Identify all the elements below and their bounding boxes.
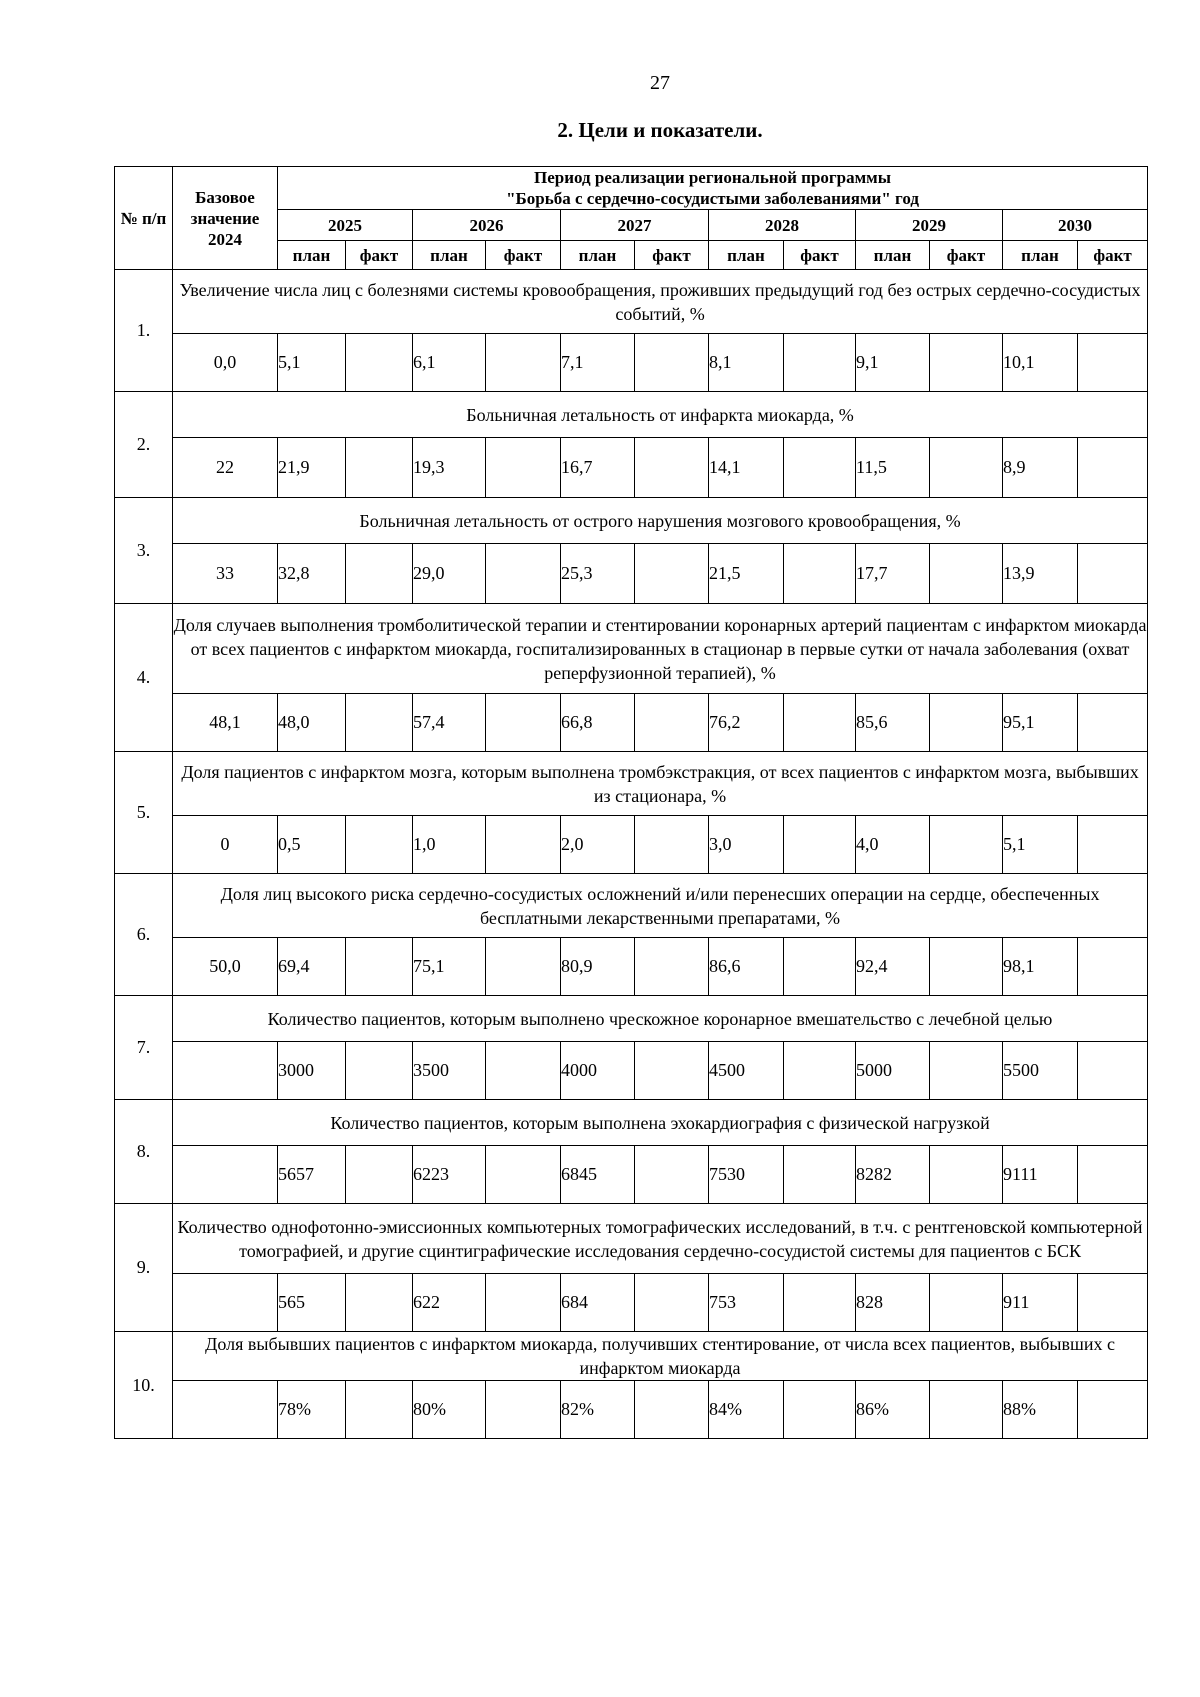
plan-value: 684 — [561, 1274, 635, 1332]
fact-value — [930, 1274, 1003, 1332]
section-title: 2. Цели и показатели. — [557, 118, 763, 142]
plan-value: 86% — [856, 1381, 930, 1439]
indicator-row — [115, 498, 1148, 544]
fact-value — [635, 694, 709, 752]
fact-value — [784, 1381, 856, 1439]
fact-value — [930, 334, 1003, 392]
fact-value — [1078, 938, 1148, 996]
values-row — [115, 1381, 1148, 1439]
fact-value — [346, 438, 413, 498]
fact-value — [784, 438, 856, 498]
plan-value: 21,5 — [709, 544, 784, 604]
fact-value — [346, 1381, 413, 1439]
header-fact: факт — [635, 241, 709, 270]
fact-value — [486, 1381, 561, 1439]
fact-value — [784, 544, 856, 604]
fact-value — [1078, 334, 1148, 392]
fact-value — [930, 438, 1003, 498]
header-period — [278, 167, 1148, 210]
fact-value — [635, 438, 709, 498]
fact-value — [346, 938, 413, 996]
fact-value — [784, 1042, 856, 1100]
row-number: 8. — [115, 1100, 173, 1204]
header-plan: план — [1003, 241, 1078, 270]
plan-value: 29,0 — [413, 544, 486, 604]
plan-value: 95,1 — [1003, 694, 1078, 752]
goals-table — [114, 166, 1148, 1439]
header-fact: факт — [1078, 241, 1148, 270]
plan-value: 14,1 — [709, 438, 784, 498]
plan-value: 16,7 — [561, 438, 635, 498]
plan-value: 92,4 — [856, 938, 930, 996]
base-value: 48,1 — [173, 694, 278, 752]
indicator-row — [115, 604, 1148, 694]
header-fact: факт — [930, 241, 1003, 270]
indicator-row — [115, 1100, 1148, 1146]
plan-value: 17,7 — [856, 544, 930, 604]
values-row — [115, 694, 1148, 752]
plan-value: 78% — [278, 1381, 346, 1439]
indicator-row — [115, 270, 1148, 334]
indicator-row — [115, 996, 1148, 1042]
page-number: 27 — [650, 72, 670, 94]
plan-value: 9111 — [1003, 1146, 1078, 1204]
fact-value — [784, 938, 856, 996]
indicator-name: Доля выбывших пациентов с инфарктом миокарда, получивших стентирование, от числа всех пациентов, выбывших с инфарктом миокарда — [173, 1332, 1148, 1381]
row-number: 1. — [115, 270, 173, 392]
fact-value — [486, 438, 561, 498]
fact-value — [486, 938, 561, 996]
fact-value — [1078, 1274, 1148, 1332]
header-year: 2029 — [856, 210, 1003, 241]
header-plan: план — [856, 241, 930, 270]
plan-value: 82% — [561, 1381, 635, 1439]
row-number: 3. — [115, 498, 173, 604]
fact-value — [346, 334, 413, 392]
fact-value — [784, 334, 856, 392]
indicator-name: Доля случаев выполнения тромболитической терапии и стентировании коронарных артерий пациентам с инфарктом миокарда от всех пациентов с инфарктом миокарда, госпитализированных в стационар в первые сутки от начала заболевания (охват реперфузионной терапией), % — [173, 604, 1148, 694]
base-value: 0,0 — [173, 334, 278, 392]
plan-value: 0,5 — [278, 816, 346, 874]
indicator-name: Количество пациентов, которым выполнена эхокардиография с физической нагрузкой — [173, 1100, 1148, 1146]
header-period-line1: Период реализации региональной программы — [534, 168, 892, 187]
fact-value — [635, 334, 709, 392]
fact-value — [486, 334, 561, 392]
plan-value: 25,3 — [561, 544, 635, 604]
indicator-row — [115, 874, 1148, 938]
plan-value: 565 — [278, 1274, 346, 1332]
plan-value: 2,0 — [561, 816, 635, 874]
plan-value: 69,4 — [278, 938, 346, 996]
plan-value: 57,4 — [413, 694, 486, 752]
fact-value — [635, 1146, 709, 1204]
plan-value: 76,2 — [709, 694, 784, 752]
base-value — [173, 1274, 278, 1332]
header-plan: план — [561, 241, 635, 270]
plan-value: 622 — [413, 1274, 486, 1332]
header-year: 2025 — [278, 210, 413, 241]
plan-value: 5000 — [856, 1042, 930, 1100]
plan-value: 3500 — [413, 1042, 486, 1100]
fact-value — [635, 1274, 709, 1332]
plan-value: 86,6 — [709, 938, 784, 996]
fact-value — [635, 1381, 709, 1439]
plan-value: 6845 — [561, 1146, 635, 1204]
values-row — [115, 544, 1148, 604]
fact-value — [930, 694, 1003, 752]
fact-value — [635, 544, 709, 604]
fact-value — [346, 1146, 413, 1204]
fact-value — [930, 544, 1003, 604]
indicator-row — [115, 752, 1148, 816]
indicator-name: Количество пациентов, которым выполнено чрескожное коронарное вмешательство с лечебной целью — [173, 996, 1148, 1042]
indicator-name: Доля пациентов с инфарктом мозга, которым выполнена тромбэкстракция, от всех пациентов с инфарктом мозга, выбывших из стационара, % — [173, 752, 1148, 816]
header-plan: план — [278, 241, 346, 270]
fact-value — [346, 544, 413, 604]
fact-value — [930, 816, 1003, 874]
header-year: 2026 — [413, 210, 561, 241]
header-period-line2: "Борьба с сердечно-сосудистыми заболеваниями" год — [506, 189, 919, 208]
indicator-name: Доля лиц высокого риска сердечно-сосудистых осложнений и/или перенесших операции на сердце, обеспеченных бесплатными лекарственными препаратами, % — [173, 874, 1148, 938]
header-year: 2028 — [709, 210, 856, 241]
plan-value: 3000 — [278, 1042, 346, 1100]
row-number: 10. — [115, 1332, 173, 1439]
plan-value: 85,6 — [856, 694, 930, 752]
fact-value — [1078, 1146, 1148, 1204]
row-number: 5. — [115, 752, 173, 874]
fact-value — [486, 544, 561, 604]
indicator-name: Увеличение числа лиц с болезнями системы кровообращения, проживших предыдущий год без острых сердечно-сосудистых событий, % — [173, 270, 1148, 334]
fact-value — [635, 816, 709, 874]
base-value — [173, 1042, 278, 1100]
fact-value — [346, 816, 413, 874]
indicator-row — [115, 1204, 1148, 1274]
plan-value: 6,1 — [413, 334, 486, 392]
base-value — [173, 1146, 278, 1204]
plan-value: 19,3 — [413, 438, 486, 498]
fact-value — [784, 816, 856, 874]
plan-value: 75,1 — [413, 938, 486, 996]
base-value: 22 — [173, 438, 278, 498]
header-base: Базовое значение 2024 — [173, 167, 278, 270]
plan-value: 32,8 — [278, 544, 346, 604]
plan-value: 11,5 — [856, 438, 930, 498]
plan-value: 48,0 — [278, 694, 346, 752]
fact-value — [930, 1381, 1003, 1439]
plan-value: 80% — [413, 1381, 486, 1439]
base-value — [173, 1381, 278, 1439]
values-row — [115, 1146, 1148, 1204]
base-value: 50,0 — [173, 938, 278, 996]
plan-value: 6223 — [413, 1146, 486, 1204]
header-fact: факт — [346, 241, 413, 270]
indicator-row — [115, 1332, 1148, 1381]
indicator-name: Больничная летальность от инфаркта миокарда, % — [173, 392, 1148, 438]
plan-value: 13,9 — [1003, 544, 1078, 604]
plan-value: 10,1 — [1003, 334, 1078, 392]
plan-value: 5657 — [278, 1146, 346, 1204]
header-num: № п/п — [115, 167, 173, 270]
fact-value — [486, 816, 561, 874]
plan-value: 98,1 — [1003, 938, 1078, 996]
fact-value — [346, 694, 413, 752]
base-value: 0 — [173, 816, 278, 874]
row-number: 7. — [115, 996, 173, 1100]
plan-value: 5,1 — [1003, 816, 1078, 874]
fact-value — [784, 1146, 856, 1204]
header-plan: план — [709, 241, 784, 270]
header-year: 2027 — [561, 210, 709, 241]
plan-value: 3,0 — [709, 816, 784, 874]
values-row — [115, 816, 1148, 874]
fact-value — [486, 1274, 561, 1332]
plan-value: 8282 — [856, 1146, 930, 1204]
plan-value: 21,9 — [278, 438, 346, 498]
indicator-name: Больничная летальность от острого нарушения мозгового кровообращения, % — [173, 498, 1148, 544]
plan-value: 4000 — [561, 1042, 635, 1100]
fact-value — [930, 1146, 1003, 1204]
fact-value — [1078, 694, 1148, 752]
fact-value — [486, 1146, 561, 1204]
fact-value — [346, 1274, 413, 1332]
plan-value: 4,0 — [856, 816, 930, 874]
fact-value — [930, 1042, 1003, 1100]
fact-value — [486, 694, 561, 752]
fact-value — [1078, 1381, 1148, 1439]
plan-value: 5,1 — [278, 334, 346, 392]
plan-value: 88% — [1003, 1381, 1078, 1439]
header-fact: факт — [486, 241, 561, 270]
plan-value: 5500 — [1003, 1042, 1078, 1100]
plan-value: 66,8 — [561, 694, 635, 752]
plan-value: 753 — [709, 1274, 784, 1332]
plan-value: 8,9 — [1003, 438, 1078, 498]
header-plan: план — [413, 241, 486, 270]
plan-value: 1,0 — [413, 816, 486, 874]
plan-value: 9,1 — [856, 334, 930, 392]
values-row — [115, 938, 1148, 996]
fact-value — [1078, 544, 1148, 604]
plan-value: 84% — [709, 1381, 784, 1439]
indicator-row — [115, 392, 1148, 438]
fact-value — [784, 694, 856, 752]
row-number: 4. — [115, 604, 173, 752]
fact-value — [635, 1042, 709, 1100]
fact-value — [1078, 1042, 1148, 1100]
row-number: 2. — [115, 392, 173, 498]
fact-value — [346, 1042, 413, 1100]
values-row — [115, 438, 1148, 498]
plan-value: 7,1 — [561, 334, 635, 392]
plan-value: 80,9 — [561, 938, 635, 996]
plan-value: 8,1 — [709, 334, 784, 392]
row-number: 9. — [115, 1204, 173, 1332]
fact-value — [1078, 438, 1148, 498]
values-row — [115, 1042, 1148, 1100]
fact-value — [1078, 816, 1148, 874]
fact-value — [486, 1042, 561, 1100]
values-row — [115, 334, 1148, 392]
plan-value: 828 — [856, 1274, 930, 1332]
values-row — [115, 1274, 1148, 1332]
row-number: 6. — [115, 874, 173, 996]
fact-value — [784, 1274, 856, 1332]
fact-value — [930, 938, 1003, 996]
plan-value: 4500 — [709, 1042, 784, 1100]
plan-value: 7530 — [709, 1146, 784, 1204]
header-fact: факт — [784, 241, 856, 270]
fact-value — [635, 938, 709, 996]
base-value: 33 — [173, 544, 278, 604]
header-year: 2030 — [1003, 210, 1148, 241]
indicator-name: Количество однофотонно-эмиссионных компьютерных томографических исследований, в т.ч. с рентгеновской компьютерной томографией, и другие сцинтиграфические исследования сердечно-сосудистой системы для пациентов с БСК — [173, 1204, 1148, 1274]
plan-value: 911 — [1003, 1274, 1078, 1332]
